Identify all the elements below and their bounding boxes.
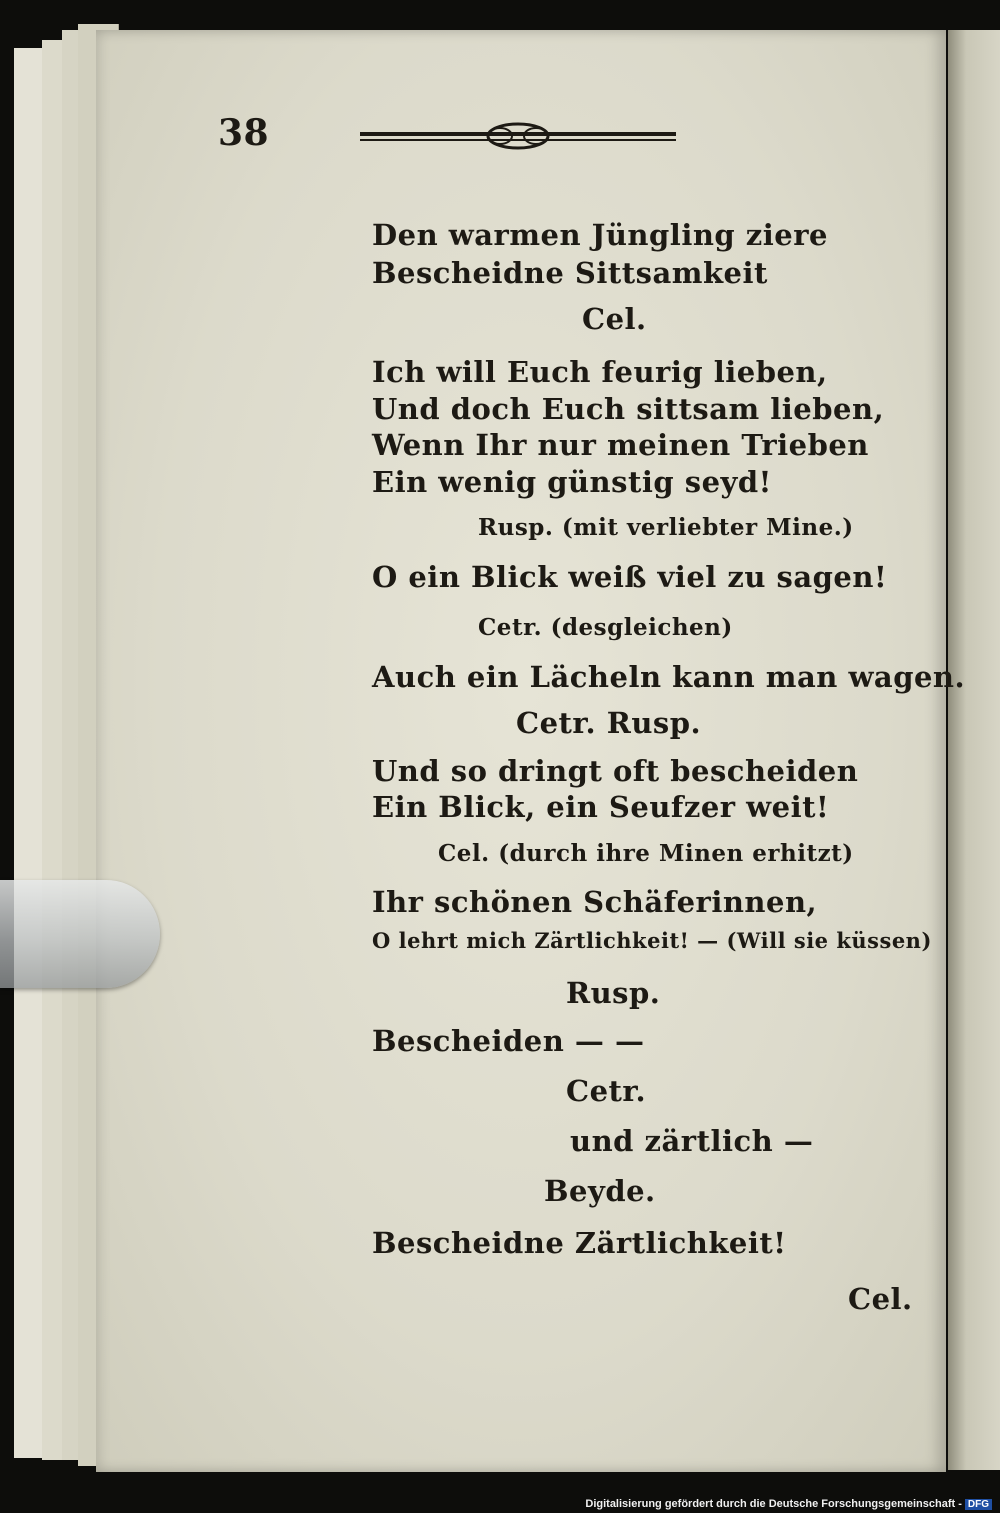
speaker-name: Cetr. Rusp. bbox=[516, 706, 702, 740]
page-clip bbox=[0, 880, 160, 988]
speaker-name: Cel. bbox=[582, 302, 647, 336]
verse-line: Auch ein Lächeln kann man wagen. bbox=[372, 660, 966, 694]
verse-line: Wenn Ihr nur meinen Trieben bbox=[372, 428, 869, 462]
verse-line: Bescheiden — — bbox=[372, 1024, 645, 1058]
verse-line: Ein wenig günstig seyd! bbox=[372, 465, 772, 499]
verse-line: Und so dringt oft bescheiden bbox=[372, 754, 859, 788]
verse-line: Ein Blick, ein Seufzer weit! bbox=[372, 790, 830, 824]
verse-line: O lehrt mich Zärtlichkeit! — (Will sie küssen) bbox=[372, 928, 932, 953]
speaker-name: Rusp. bbox=[566, 976, 661, 1010]
verse-line: Und doch Euch sittsam lieben, bbox=[372, 392, 885, 426]
page-number: 38 bbox=[218, 112, 270, 154]
verse-line: O ein Blick weiß viel zu sagen! bbox=[372, 560, 888, 594]
credit-text: Digitalisierung gefördert durch die Deutsche Forschungsgemeinschaft - bbox=[585, 1498, 962, 1510]
verse-line: Ihr schönen Schäferinnen, bbox=[372, 885, 818, 919]
catchword: Cel. bbox=[848, 1282, 913, 1316]
stage-direction: Cetr. (desgleichen) bbox=[478, 614, 733, 641]
verse-line: Ich will Euch feurig lieben, bbox=[372, 355, 828, 389]
stage-direction: Rusp. (mit verliebter Mine.) bbox=[478, 514, 854, 541]
verse-line: Den warmen Jüngling ziere bbox=[372, 218, 828, 252]
digitization-credit bbox=[585, 1498, 992, 1510]
speaker-name: Cetr. bbox=[566, 1074, 647, 1108]
facing-page-edge bbox=[948, 30, 1000, 1470]
stage-direction: Cel. (durch ihre Minen erhitzt) bbox=[438, 840, 854, 867]
verse-line: Bescheidne Sittsamkeit bbox=[372, 256, 768, 290]
dfg-logo: DFG bbox=[965, 1499, 992, 1510]
verse-line: und zärtlich — bbox=[570, 1124, 814, 1158]
speaker-name: Beyde. bbox=[544, 1174, 656, 1208]
ornament-rule bbox=[360, 122, 676, 152]
verse-line: Bescheidne Zärtlichkeit! bbox=[372, 1226, 787, 1260]
